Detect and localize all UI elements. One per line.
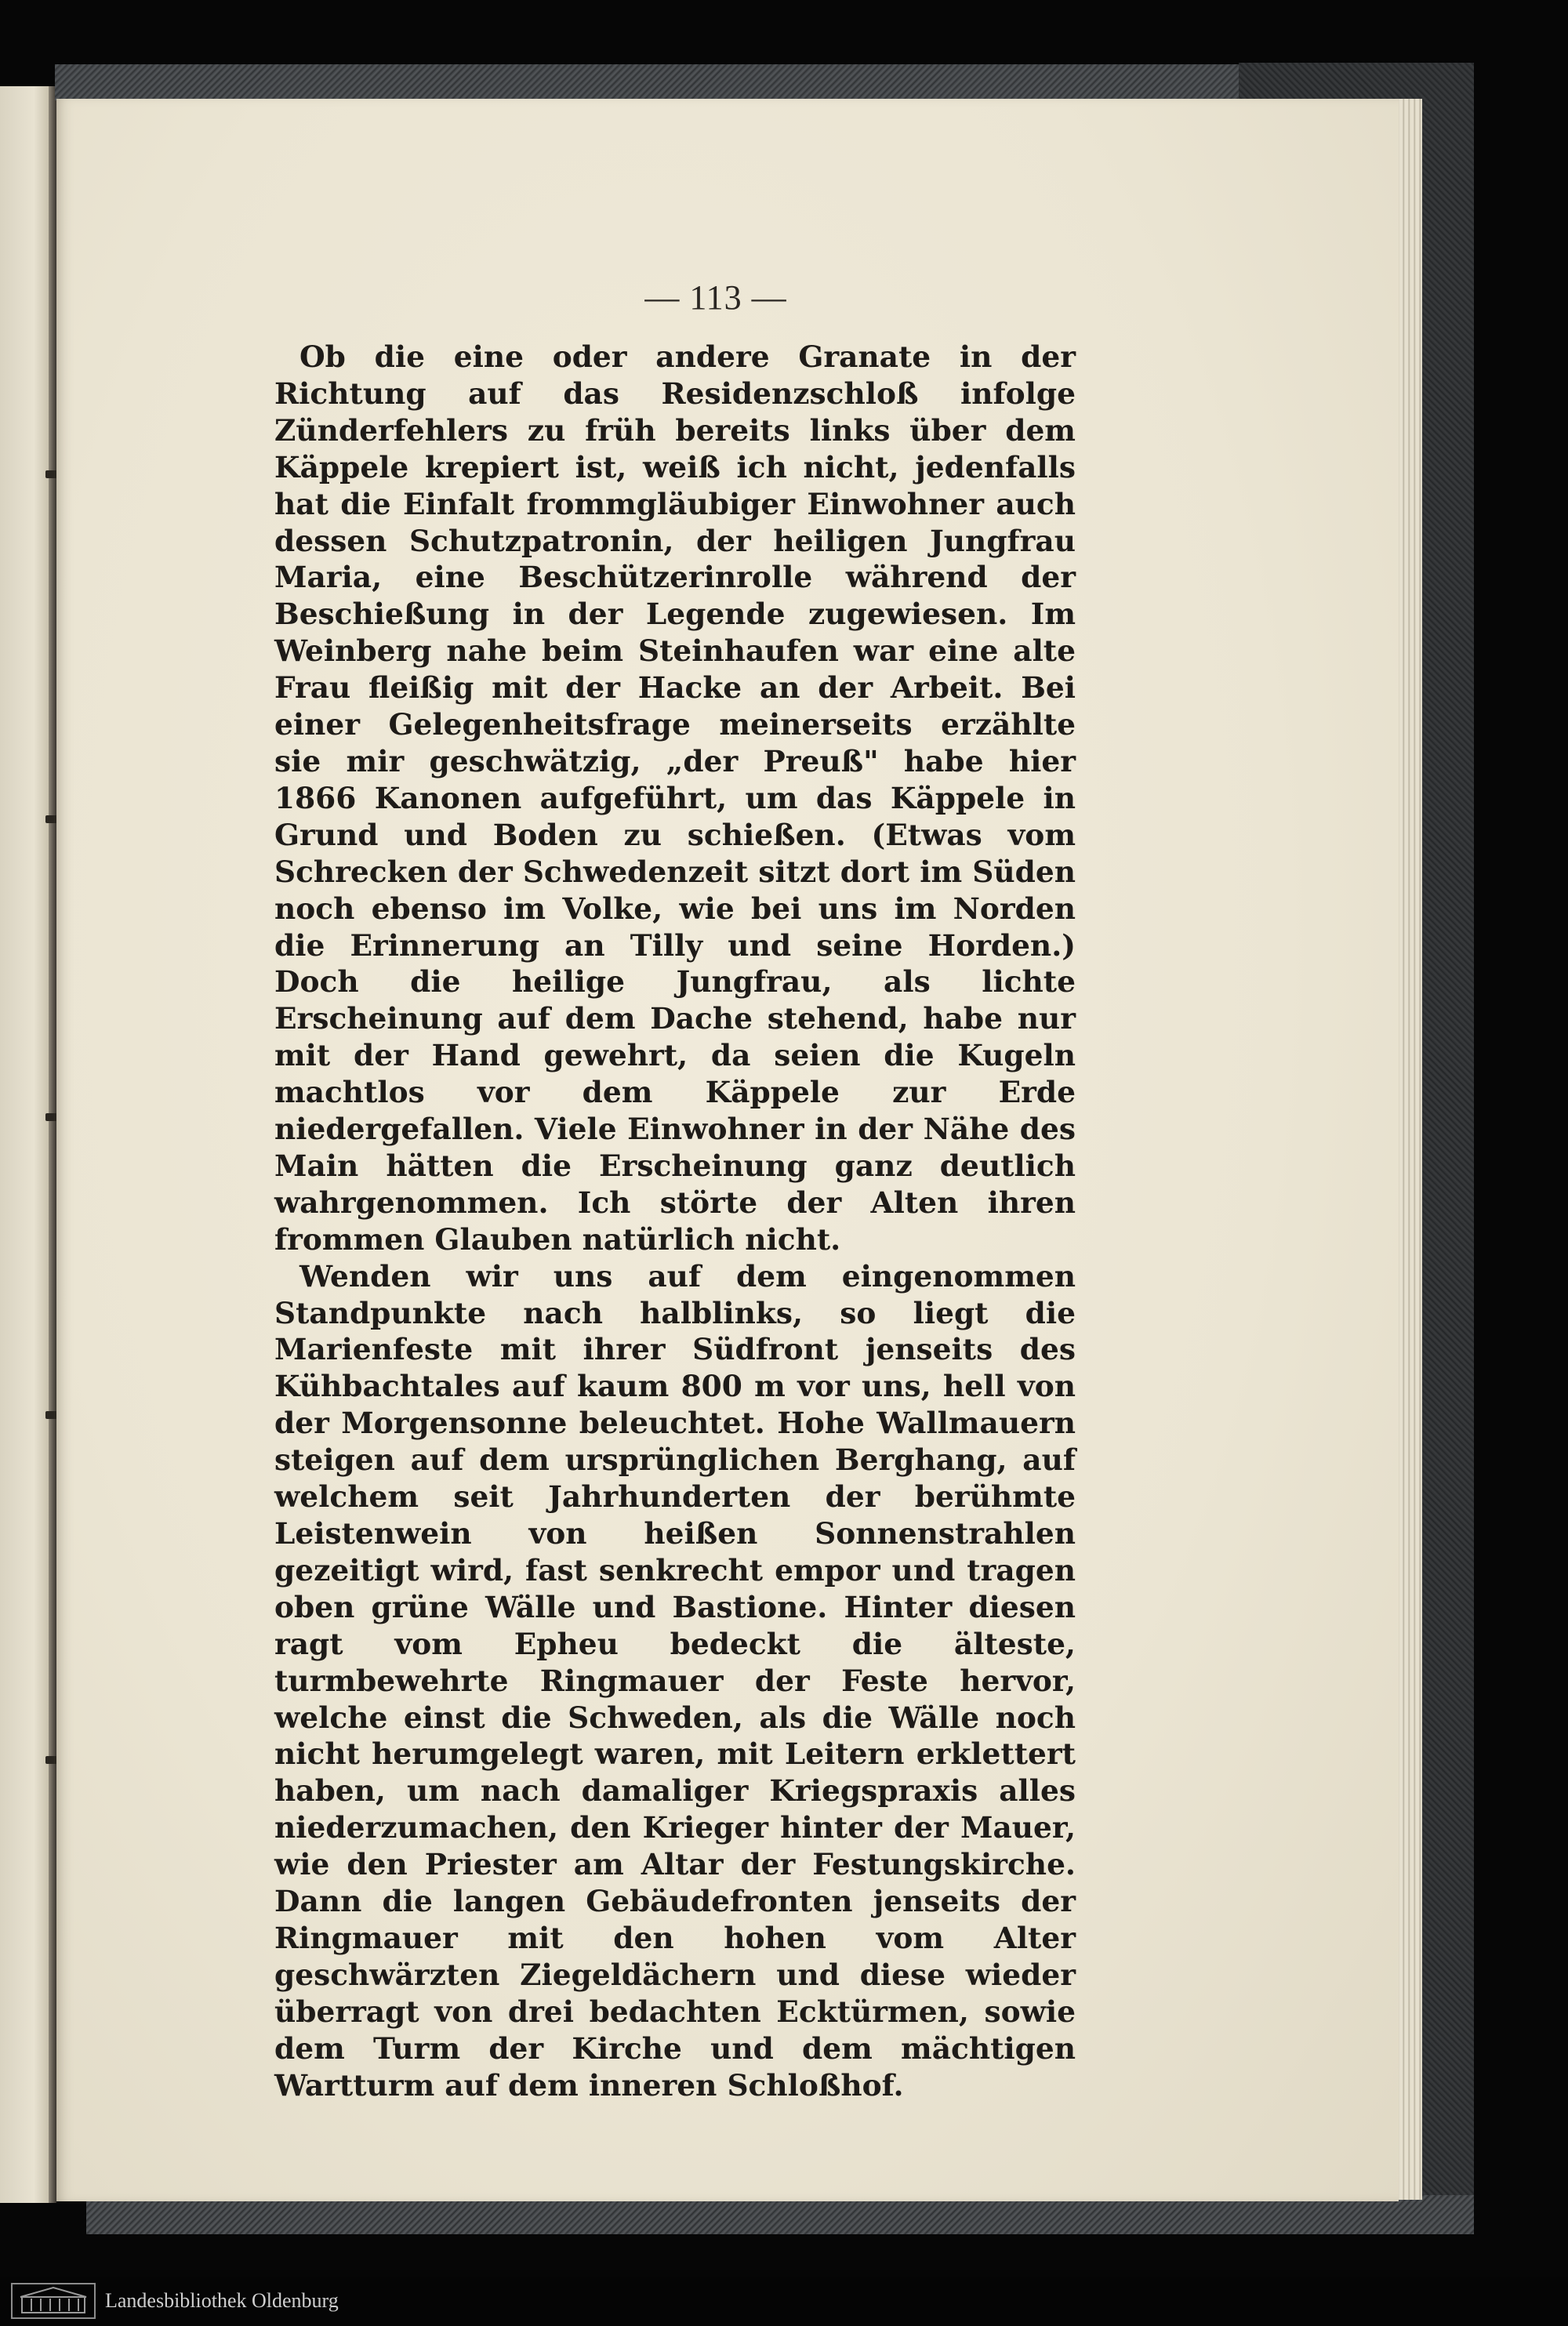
library-name: Landesbibliothek Oldenburg bbox=[105, 2289, 339, 2312]
paragraph: Wenden wir uns auf dem eingenommen Standpunkte nach halblinks, so liegt die Marienfeste mit ihrer Südfront jenseits des Kühbachtales auf kaum 800 m vor uns, hell von der Morgensonne beleuchtet. Hohe Wallmauern steigen auf dem ursprünglichen Berghang, auf welchem seit Jahrhunderten der berühmte Leistenwein von heißen Sonnenstrahlen gezeitigt wird, fast senkrecht empor und tragen oben grüne Wälle und Bastione. Hinter diesen ragt vom Epheu bedeckt die älteste, turmbewehrte Ringmauer der Feste hervor, welche einst die Schweden, als die Wälle noch nicht herumgelegt waren, mit Leitern erklettert haben, um nach damaliger Kriegspraxis alles niederzumachen, den Krieger hinter der Mauer, wie den Priester am Altar der Festungskirche. Dann die langen Gebäudefronten jenseits der Ringmauer mit den hohen vom Alter geschwärzten Ziegeldächern und diese wieder überragt von drei bedachten Ecktürmen, sowie dem Turm der Kirche und dem mächtigen Wartturm auf dem inneren Schloßhof. bbox=[274, 1258, 1076, 2103]
left-page-edge bbox=[0, 86, 49, 2203]
body-text bbox=[274, 339, 1076, 2104]
page-number: — 113 — bbox=[644, 278, 787, 317]
library-logo-icon bbox=[11, 2283, 96, 2319]
book-gutter bbox=[49, 86, 56, 2203]
paragraph: Ob die eine oder andere Granate in der Richtung auf das Residenzschloß infolge Zünderfehlers zu früh bereits links über dem Käppele krepiert ist, weiß ich nicht, jedenfalls hat die Einfalt frommgläubiger Einwohner auch dessen Schutzpatronin, der heiligen Jungfrau Maria, eine Beschützerinrolle während der Beschießung in der Legende zugewiesen. Im Weinberg nahe beim Steinhaufen war eine alte Frau fleißig mit der Hacke an der Arbeit. Bei einer Gelegenheitsfrage meinerseits erzählte sie mir geschwätzig, „der Preuß" habe hier 1866 Kanonen aufgeführt, um das Käppele in Grund und Boden zu schießen. (Etwas vom Schrecken der Schwedenzeit sitzt dort im Süden noch ebenso im Volke, wie bei uns im Norden die Erinnerung an Tilly und seine Horden.) Doch die heilige Jungfrau, als lichte Erscheinung auf dem Dache stehend, habe nur mit der Hand gewehrt, da seien die Kugeln machtlos vor dem Käppele zur Erde niedergefallen. Viele Einwohner in der Nähe des Main hätten die Erscheinung ganz deutlich wahrgenommen. Ich störte der Alten ihren frommen Glauben natürlich nicht. bbox=[274, 339, 1076, 1257]
